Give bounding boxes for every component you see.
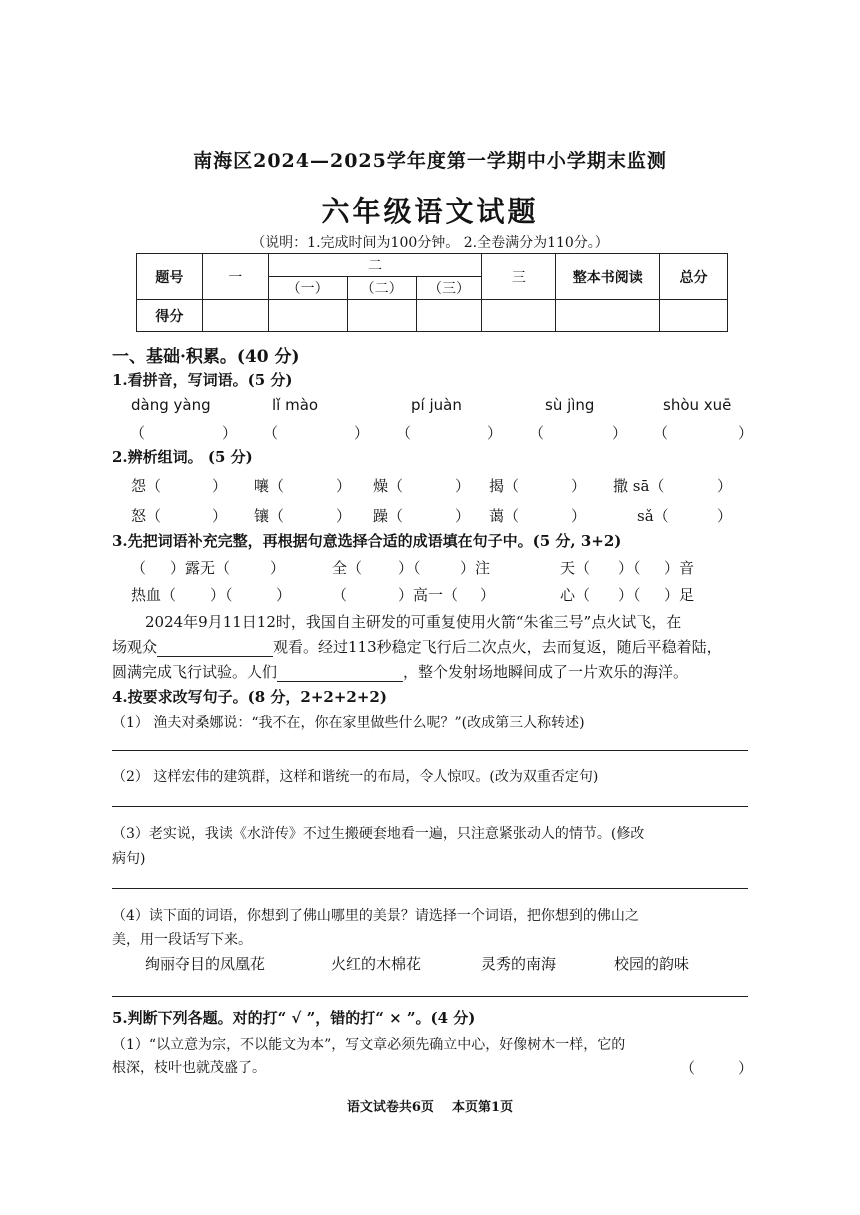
q3-r2-1: 热血（ xyxy=(131,586,177,604)
q2-r1-3-close: ） xyxy=(455,477,471,495)
q3-r1-6: ）注 xyxy=(460,559,491,577)
q1-answer-3-close: ） xyxy=(487,424,503,442)
q4-s4-answer-line[interactable] xyxy=(112,996,748,997)
q1-answer-2-open: （ xyxy=(263,424,279,442)
q2-r2-5-close: ） xyxy=(717,507,733,525)
q3-paragraph-line1: 2024年9月11日12时，我国自主研发的可重复使用火箭“朱雀三号”点火试飞，在 xyxy=(145,613,682,631)
q2-r2-4-close: ） xyxy=(571,507,587,525)
q2-r1-5-close: ） xyxy=(717,477,733,495)
q1-pinyin-5: shòu xuē xyxy=(663,396,732,414)
q1-pinyin-4: sù jìng xyxy=(545,396,595,414)
q1-answer-1[interactable] xyxy=(150,422,220,442)
page-footer: 语文试卷共6页 本页第1页 xyxy=(346,1100,514,1115)
q1-answer-1-close: ） xyxy=(222,424,238,442)
q1-answer-3[interactable] xyxy=(416,422,486,442)
score-header-label: 题号 xyxy=(137,254,203,300)
q3-r2-7: 心（ xyxy=(560,586,591,604)
q2-r1-4: 揭（ xyxy=(489,477,520,495)
q2-r1-1-close: ） xyxy=(212,477,228,495)
q4-option-4: 校园的韵味 xyxy=(614,955,690,973)
q3-r2-4: （ xyxy=(332,586,348,604)
q1-pinyin-2: lǐ mào xyxy=(272,396,319,414)
q5-s1-line2: 根深，枝叶也就茂盛了。 xyxy=(112,1060,266,1076)
q2-r1-2-close: ） xyxy=(336,477,352,495)
q3-r1-3: ） xyxy=(270,559,286,577)
q4-option-2: 火红的木棉花 xyxy=(331,955,422,973)
score-cell-book[interactable] xyxy=(556,300,660,332)
q1-answer-2[interactable] xyxy=(283,422,353,442)
q1-answer-1-open: （ xyxy=(130,424,146,442)
q4-s4-line2: 美，用一段话写下来。 xyxy=(112,932,252,948)
score-cell-two-c[interactable] xyxy=(416,300,482,332)
q4-s3-answer-line[interactable] xyxy=(112,888,748,889)
q4-s3-line1: （3）老实说，我读《水浒传》不过生搬硬套地看一遍，只注意紧张动人的情节。(修改 xyxy=(112,826,645,842)
q4-s2: （2） 这样宏伟的建筑群，这样和谐统一的布局，令人惊叹。(改为双重否定句) xyxy=(112,769,599,785)
q3-r2-2: ）（ xyxy=(210,586,233,604)
q5-title: 5.判断下列各题。对的打“ √ ”，错的打“ × ”。(4 分) xyxy=(112,1009,476,1027)
score-header-two: 二 xyxy=(268,254,482,277)
q1-answer-5-close: ） xyxy=(738,424,754,442)
q4-s3-line2: 病句) xyxy=(112,851,146,867)
q3-para-line3-a: 圆满完成飞行试验。人们 xyxy=(112,663,278,681)
score-cell-three[interactable] xyxy=(482,300,556,332)
q4-title: 4.按要求改写句子。(8 分，2+2+2+2) xyxy=(112,688,387,706)
q3-para-line2-a: 场观众 xyxy=(112,638,158,656)
q3-paragraph-line2 xyxy=(112,636,722,657)
q1-pinyin-1: dàng yàng xyxy=(131,396,211,414)
q5-s1-line1: （1）“以立意为宗，不以能文为本”，写文章必须先确立中心，好像树木一样，它的 xyxy=(112,1037,626,1053)
score-row-label: 得分 xyxy=(137,300,203,332)
score-header-total: 总分 xyxy=(660,254,728,300)
score-cell-one[interactable] xyxy=(202,300,268,332)
q3-r1-2: ）露无（ xyxy=(170,559,231,577)
q1-answer-4-open: （ xyxy=(529,424,545,442)
q4-s4-line1: （4）读下面的词语，你想到了佛山哪里的美景？请选择一个词语，把你想到的佛山之 xyxy=(112,908,639,924)
q3-r2-6: ） xyxy=(480,586,496,604)
q2-r2-1-close: ） xyxy=(212,507,228,525)
score-header-two-c: （三） xyxy=(416,277,482,300)
q2-r2-2: 镶（ xyxy=(254,507,285,525)
q5-s1-bracket-open: （ xyxy=(680,1059,696,1077)
q1-answer-5-open: （ xyxy=(653,424,669,442)
q3-blank-2[interactable] xyxy=(277,666,403,682)
q3-r2-9: ）足 xyxy=(664,586,695,604)
q4-s1: （1） 渔夫对桑娜说：“我不在，你在家里做些什么呢？”(改成第三人称转述) xyxy=(112,715,585,731)
score-table xyxy=(136,253,728,332)
q1-answer-4[interactable] xyxy=(549,422,619,442)
q2-r2-5: sǎ（ xyxy=(637,507,669,525)
q3-r1-5: ）（ xyxy=(398,559,421,577)
q3-r2-3: ） xyxy=(276,586,292,604)
score-header-two-a: （一） xyxy=(268,277,347,300)
q1-answer-2-close: ） xyxy=(354,424,370,442)
section1-heading: 一、基础·积累。(40 分) xyxy=(112,347,300,367)
q2-r1-4-close: ） xyxy=(571,477,587,495)
q3-r1-8: ）（ xyxy=(618,559,641,577)
score-header-two-b: （二） xyxy=(347,277,416,300)
q1-pinyin-3: pí juàn xyxy=(411,396,462,414)
q2-r1-1: 怨（ xyxy=(131,477,162,495)
q1-title: 1.看拼音，写词语。(5 分) xyxy=(112,371,293,389)
q5-s1-bracket-close: ） xyxy=(738,1059,754,1077)
q3-r1-9: ）音 xyxy=(664,559,695,577)
q2-r2-4: 蔼（ xyxy=(489,507,520,525)
exam-title: 南海区2024—2025学年度第一学期中小学期末监测 xyxy=(193,150,667,172)
q2-r1-5: 撒 sā（ xyxy=(613,477,665,495)
q3-r1-4: 全（ xyxy=(332,559,363,577)
score-cell-two-b[interactable] xyxy=(347,300,416,332)
exam-subtitle: 六年级语文试题 xyxy=(321,195,539,228)
q3-paragraph-line3 xyxy=(112,661,688,682)
q3-title: 3.先把词语补充完整，再根据句意选择合适的成语填在句子中。(5 分, 3+2) xyxy=(112,532,622,550)
score-cell-two-a[interactable] xyxy=(268,300,347,332)
q3-r2-5: ）高一（ xyxy=(398,586,459,604)
score-header-one: 一 xyxy=(202,254,268,300)
q2-r2-2-close: ） xyxy=(336,507,352,525)
q2-title: 2.辨析组词。 (5 分) xyxy=(112,448,253,466)
q2-r2-3: 躁（ xyxy=(373,507,404,525)
q3-r1-1: （ xyxy=(131,559,147,577)
q2-r2-3-close: ） xyxy=(455,507,471,525)
q5-s1-answer[interactable] xyxy=(700,1057,736,1077)
q3-blank-1[interactable] xyxy=(157,641,273,657)
q3-r2-8: ）（ xyxy=(618,586,641,604)
q3-r1-7: 天（ xyxy=(560,559,591,577)
q2-r1-2: 嚷（ xyxy=(254,477,285,495)
q1-answer-5[interactable] xyxy=(673,422,738,442)
q3-para-line2-b: 观看。经过113秒稳定飞行后二次点火，去而复返，随后平稳着陆， xyxy=(273,638,722,656)
q3-para-line3-b: ，整个发射场地瞬间成了一片欢乐的海洋。 xyxy=(403,663,689,681)
q2-r2-1: 怒（ xyxy=(131,507,162,525)
q2-r1-3: 燥（ xyxy=(373,477,404,495)
score-header-book: 整本书阅读 xyxy=(556,254,660,300)
q4-option-3: 灵秀的南海 xyxy=(481,955,557,973)
exam-instructions: （说明：1.完成时间为100分钟。 2.全卷满分为110分。） xyxy=(251,235,609,251)
q1-answer-4-close: ） xyxy=(612,424,628,442)
score-header-three: 三 xyxy=(482,254,556,300)
score-cell-total[interactable] xyxy=(660,300,728,332)
q4-s1-answer-line[interactable] xyxy=(112,750,748,751)
q4-s2-answer-line[interactable] xyxy=(112,806,748,807)
q1-answer-3-open: （ xyxy=(396,424,412,442)
q4-option-1: 绚丽夺目的凤凰花 xyxy=(145,955,266,973)
